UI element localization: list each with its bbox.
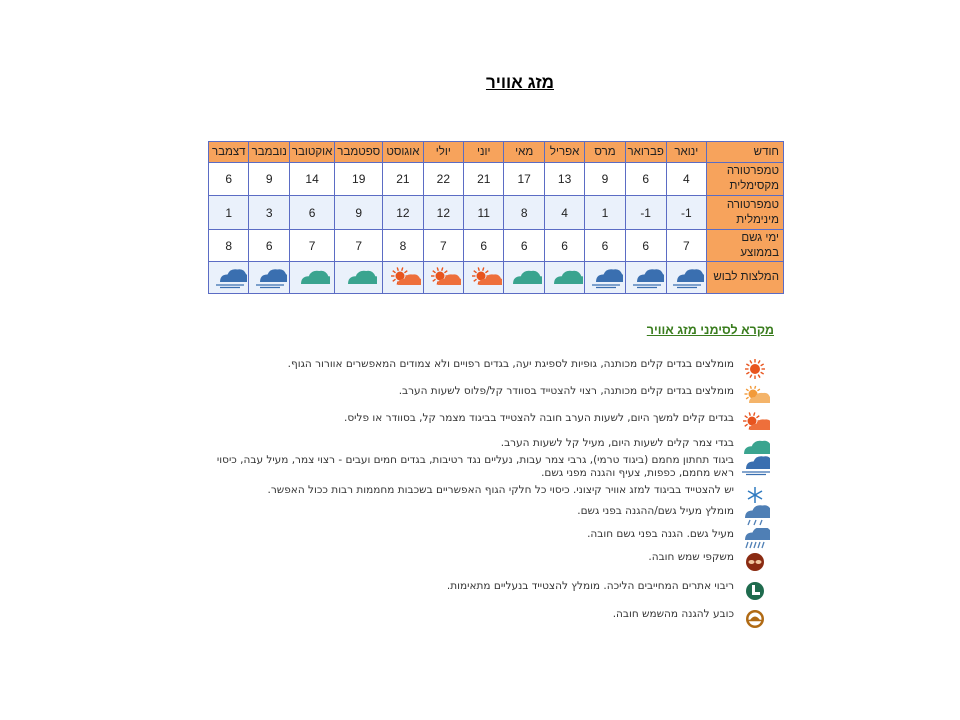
table-cell: 13 xyxy=(544,163,584,196)
legend-text: יש להצטייד בביגוד למזג אוויר קיצוני. כיסוי כל חלקי הגוף האפשריים בשכבות מחממות רבות ככול האפשר. xyxy=(267,484,734,496)
legend-text: מומלץ מעיל גשם/ההגנה בפני גשם. xyxy=(577,505,734,517)
legend-text: מעיל גשם. הגנה בפני גשם חובה. xyxy=(587,528,734,540)
cloud-heavy-rain-icon xyxy=(740,528,770,550)
row-label-line: מקסימלית xyxy=(729,180,779,192)
legend-text: כובע להגנה מהשמש חובה. xyxy=(612,608,734,620)
table-cell: 9 xyxy=(585,163,625,196)
row-label xyxy=(707,230,784,262)
table-cell: 6 xyxy=(625,163,666,196)
legend-item xyxy=(344,412,770,434)
table-cell: 6 xyxy=(289,196,334,230)
cloud-rain-icon xyxy=(740,505,770,527)
month-header: נובמבר xyxy=(249,142,289,163)
legend-text: בגדי צמר קלים לשעות היום, מעיל קל לשעות הערב. xyxy=(500,437,734,449)
month-header: מרס xyxy=(585,142,625,163)
sun-cloud-icon xyxy=(740,412,770,434)
climate-table xyxy=(208,141,784,294)
table-cell: 8 xyxy=(209,230,249,262)
legend-item xyxy=(447,580,770,602)
legend-text: ביגוד תחתון מחמם (ביגוד טרמי), גרבי צמר עבות, נעליים נגד רטיבות, בגדים חמים ועבים - רצוי צמר, מעיל עבה, כיסוי ראש מחמם, כפפות, צעיף והגנה מפני גשם. xyxy=(216,454,734,479)
cloud-wind-icon xyxy=(668,267,704,289)
table-cell: 4 xyxy=(666,163,706,196)
table-cell: 21 xyxy=(383,163,423,196)
sunglasses-icon xyxy=(740,551,770,573)
row-label-line: טמפרטורה xyxy=(726,198,779,211)
legend-text: ריבוי אתרים המחייבים הליכה. מומלץ להצטייד בנעליים מתאימות. xyxy=(446,580,734,592)
legend-text: מומלצים בגדים קלים מכותנה, גופיות לספיגת יעה, בגדים רפויים ולא צמודים המאפשרים אוורור הגוף. xyxy=(287,358,734,370)
table-cell: 4 xyxy=(544,196,584,230)
table-cell xyxy=(464,262,504,294)
table-cell xyxy=(249,262,289,294)
table-cell: 9 xyxy=(249,163,289,196)
table-cell xyxy=(504,262,544,294)
legend-item xyxy=(399,385,770,407)
table-cell: 19 xyxy=(335,163,383,196)
month-header: דצמבר xyxy=(209,142,249,163)
table-cell: 6 xyxy=(625,230,666,262)
table-cell: 6 xyxy=(585,230,625,262)
snowflake-icon xyxy=(740,484,770,506)
legend-text: בגדים קלים למשך היום, לשעות הערב חובה להצטייד בביגוד מצמר קל, בסוודר או פליס. xyxy=(344,412,734,424)
month-header: אוקטובר xyxy=(289,142,334,163)
table-row xyxy=(209,163,784,196)
legend-item xyxy=(587,528,770,550)
table-cell: 8 xyxy=(383,230,423,262)
table-cell: 17 xyxy=(504,163,544,196)
cloud-icon xyxy=(506,267,542,289)
cloud-wind-icon xyxy=(740,454,770,476)
legend-text: משקפי שמש חובה. xyxy=(648,551,734,563)
table-cell: -1 xyxy=(666,196,706,230)
cloud-wind-icon xyxy=(587,267,623,289)
legend-item xyxy=(577,505,770,527)
table-cell xyxy=(289,262,334,294)
table-cell xyxy=(666,262,706,294)
table-cell: 7 xyxy=(335,230,383,262)
cloud-wind-icon xyxy=(251,267,287,289)
boot-icon xyxy=(740,580,770,602)
month-header: מאי xyxy=(504,142,544,163)
row-label-line: טמפרטורה xyxy=(726,165,779,177)
table-cell: 7 xyxy=(666,230,706,262)
table-cell: 6 xyxy=(209,163,249,196)
table-cell: 21 xyxy=(464,163,504,196)
row-label-line: מינימלית xyxy=(736,213,779,226)
month-header: ינואר xyxy=(666,142,706,163)
month-header: יולי xyxy=(423,142,463,163)
table-cell: 7 xyxy=(423,230,463,262)
table-cell: 14 xyxy=(289,163,334,196)
legend-item xyxy=(288,358,770,380)
clothing-recommendation-row xyxy=(209,262,784,294)
month-header: אפריל xyxy=(544,142,584,163)
cloud-icon xyxy=(547,267,583,289)
table-cell xyxy=(423,262,463,294)
table-row xyxy=(209,196,784,230)
month-header: פברואר xyxy=(625,142,666,163)
page-title: מזג אוויר xyxy=(485,73,555,92)
table-cell: 12 xyxy=(423,196,463,230)
hat-icon xyxy=(740,608,770,630)
sun-cloud-icon xyxy=(385,267,421,289)
legend-item xyxy=(268,484,770,506)
cloud-wind-icon xyxy=(628,267,664,289)
table-cell xyxy=(544,262,584,294)
cloud-wind-icon xyxy=(211,267,247,289)
header-month-label: חודש xyxy=(707,142,784,163)
table-cell: 6 xyxy=(504,230,544,262)
table-cell: 9 xyxy=(335,196,383,230)
table-cell: 11 xyxy=(464,196,504,230)
month-header: ספטמבר xyxy=(335,142,383,163)
cloud-icon xyxy=(294,267,330,289)
table-cell: 6 xyxy=(544,230,584,262)
table-cell xyxy=(585,262,625,294)
cloud-icon xyxy=(341,267,377,289)
month-header: אוגוסט xyxy=(383,142,423,163)
table-cell xyxy=(209,262,249,294)
legend-title: מקרא לסימני מזג אוויר xyxy=(646,323,774,337)
table-cell: 22 xyxy=(423,163,463,196)
sun-cloud-light-icon xyxy=(740,385,770,407)
sun-icon xyxy=(740,358,770,380)
table-cell: 8 xyxy=(504,196,544,230)
month-header: יוני xyxy=(464,142,504,163)
table-cell: 12 xyxy=(383,196,423,230)
table-cell: 6 xyxy=(464,230,504,262)
months-row xyxy=(209,142,784,163)
table-cell: 7 xyxy=(289,230,334,262)
legend-item xyxy=(214,454,770,480)
sun-cloud-icon xyxy=(425,267,461,289)
row-label xyxy=(707,163,784,196)
table-cell: 1 xyxy=(585,196,625,230)
table-row xyxy=(209,230,784,262)
table-cell xyxy=(383,262,423,294)
legend-text: מומלצים בגדים קלים מכותנה, רצוי להצטייד בסוודר קל/פלוס לשעות הערב. xyxy=(398,385,734,397)
row-label: המלצות לבוש xyxy=(707,262,784,294)
row-label-line: ימי גשם xyxy=(741,231,779,244)
row-label-line: בממוצע xyxy=(740,246,779,259)
table-cell: -1 xyxy=(625,196,666,230)
table-cell xyxy=(335,262,383,294)
legend-item xyxy=(648,551,770,573)
row-label xyxy=(707,196,784,230)
table-cell: 1 xyxy=(209,196,249,230)
sun-cloud-icon xyxy=(466,267,502,289)
legend-item xyxy=(613,608,770,630)
table-cell: 3 xyxy=(249,196,289,230)
table-cell xyxy=(625,262,666,294)
table-cell: 6 xyxy=(249,230,289,262)
